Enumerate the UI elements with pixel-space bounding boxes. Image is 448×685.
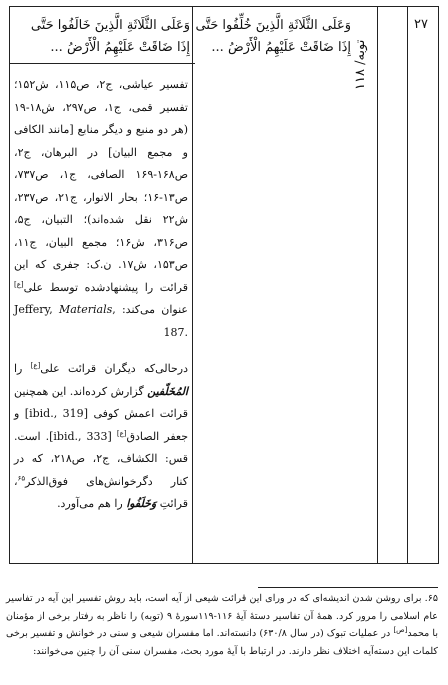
sources-paragraph: تفسیر عیاشی، ج۲، ص۱۱۵، ش۱۵۲؛ تفسیر قمی، ج۱، ص۲۹۷، ش۱۸-۱۹ (هر دو منبع و دیگر منابع [مانند الکافی و مجمع البیان] در البرهان، ج۲، ص۱۶۸-۱۶۹ الصافی، ج۱، ص۷۳۷، ص۱۳-۱۶؛ بحار الانوار، ج۲۱، ص۲۳۷، ش۲۲ نقل شده‌اند)؛ التبیان، ج۵، ص۳۱۶، ش۱۶؛ مجمع البیان، ج۱۱، ص۱۵۳، ش۱۷. ن.ک: جفری که این قرائت را پیشنهادشده توسط علی[ع] عنوان می‌کند: Jeffery, Materials, 187. — [14, 78, 188, 339]
footnote-separator — [258, 587, 438, 588]
footnote-reference: ۶۵ — [17, 473, 26, 482]
row-number: ۲۷ — [414, 17, 428, 32]
sources-cell — [14, 74, 188, 516]
jeffery-citation: Jeffery, Materials, 187. — [14, 303, 188, 339]
column-divider — [407, 7, 408, 563]
honorific-mark: [ع] — [30, 361, 41, 370]
cell-divider — [10, 63, 195, 64]
honorific-mark: [ع] — [116, 428, 127, 437]
verse-reference: توبه/ ۱۱۸ — [353, 39, 368, 91]
honorific-mark: [ع] — [14, 279, 24, 288]
quran-verse-text: وَعَلَى الثَّلَاثَةِ الَّذِينَ خُلِّفُوا حَتَّى إِذَا ضَاقَتْ عَلَيْهِمُ الْأَرْضُ ... — [195, 18, 351, 55]
column-divider — [377, 7, 378, 563]
variant-reading-text: وَعَلَى الثَّلَاثَةِ الَّذِينَ خَالَفُوا حَتَّى إِذَا ضَاقَتْ عَلَيْهِمُ الْأَرْضُ ... — [30, 18, 190, 55]
column-divider — [192, 7, 193, 563]
sources-paragraph: درحالی‌که دیگران قرائت علی[ع] را المُخَلّفین گزارش کرده‌اند. این همچنین قرائت اعمش کوفی [ibid., 319] و جعفر الصادق[ع] [ibid., 333]. است. قس: الکشاف، ج۲، ص۲۱۸، که در کنار دگرخوانش‌های فوق‌الذکر$^{۶۵}$، قرائتِ وَخَلَفُوا را هم می‌آورد. — [14, 361, 189, 510]
footnote-65: ۶۵. برای روشن شدن اندیشه‌ای که در ورای این قرائت شیعی از آیه است، باید روش تفسیر این آیه در تفاسیر عام اسلامی را مرور کرد. همهٔ آن تفاسیر دستهٔ آیهٔ ۱۱۶-۱۱۹سورهٔ ۹ (توبه) را ناظر به رفتار برخی از مؤمنان با محمد[ص] در عملیات تبوک (در سال ۶۳۰/۸) دانسته‌اند. اما مفسران شیعی و سنی در خوانش و تفسیر برخی کلمات این دسته‌آیه اختلاف نظر دارند. در ارتباط با آیهٔ مورد بحث، مفسران سنی آن را چنین می‌خوانند: — [6, 593, 438, 657]
